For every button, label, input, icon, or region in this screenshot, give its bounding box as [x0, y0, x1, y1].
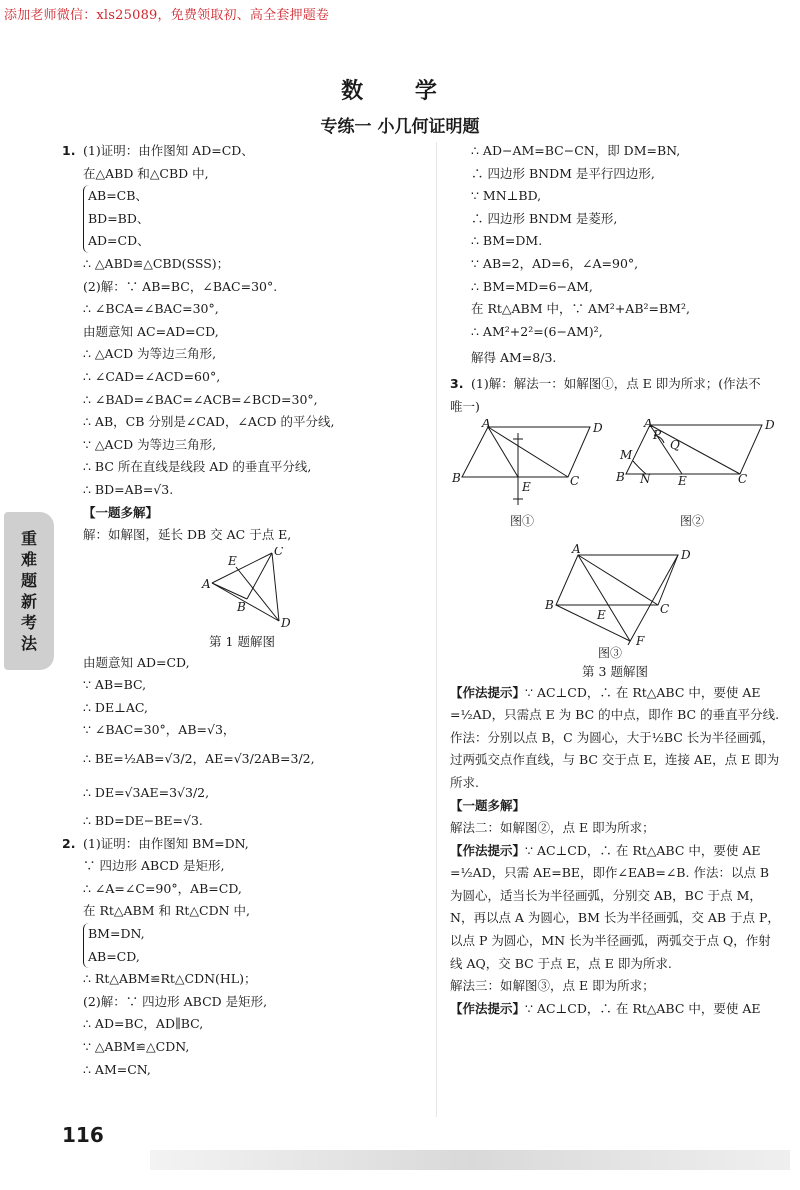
text-line: 唯一): [450, 398, 480, 414]
text-line: AB=CB、: [88, 188, 148, 204]
tip-text: ∵ AC⊥CD，∴ 在 Rt△ABC 中，要使 AE =½AD，只需 AE=BE，即作∠EAB=∠B. 作法：以点 B 为圆心，适当长为半径画弧，分别交 AB，BC 于点 M，N，再以点 A 为圆心，BM 长为半径画弧，交 AB 于点 P，以点 P 为圆心，MN 长为半径画弧，两弧交于点 Q，作射线 AQ，交 BC 于点 E，点 E 即为所求.: [450, 842, 780, 971]
text-line: AD=CD、: [88, 233, 150, 249]
fig1-label-C: C: [570, 473, 580, 488]
text-line: ∴ DE=√3AE=3√3/2,: [83, 785, 210, 801]
footer-bar: [150, 1150, 790, 1170]
page-number: 116: [62, 1123, 104, 1147]
text-line: 在△ABD 和△CBD 中,: [83, 165, 209, 181]
text-line: ∴ ∠BAD=∠BAC=∠ACB=∠BCD=30°,: [83, 391, 318, 407]
tip-label: 【作法提示】: [450, 842, 526, 858]
text-line: ∴ AD−AM=BC−CN，即 DM=BN,: [471, 143, 681, 158]
label-E: E: [228, 553, 237, 568]
fig1-label-B: B: [452, 470, 461, 485]
fig1-label-A: A: [482, 418, 491, 430]
side-tab-label: 重难题新考法: [20, 529, 37, 653]
figure-1-caption: 图①: [510, 513, 535, 528]
brace-group: [83, 185, 422, 253]
text-line: ∴ 四边形 BNDM 是平行四边形,: [471, 165, 655, 181]
text-line: ∴ AM=CN,: [83, 1061, 151, 1077]
figure-caption: 第 3 题解图: [582, 663, 648, 679]
question-number: 1.: [62, 143, 76, 158]
text-line: ∴ ∠BCA=∠BAC=30°,: [83, 301, 219, 317]
text-line: ∴ ∠CAD=∠ACD=60°,: [83, 368, 221, 384]
text-line: 解：如解图，延长 DB 交 AC 于点 E,: [83, 527, 292, 543]
fig3-label-F: F: [636, 633, 645, 648]
question-number: 2.: [62, 835, 76, 851]
text-line: ∴ DE⊥AC,: [83, 699, 148, 715]
text-line: ∴ AB，CB 分别是∠CAD，∠ACD 的平分线,: [83, 414, 335, 430]
figure-2-caption: 图②: [680, 513, 705, 528]
text-line: ∴ BD=DE−BE=√3.: [83, 813, 203, 829]
fig1-label-E: E: [522, 479, 531, 494]
text-line: ∵ AB=BC,: [83, 677, 147, 693]
text-line: ∵ MN⊥BD,: [471, 188, 542, 204]
label-B: B: [237, 599, 246, 614]
text-line: 解法二：如解图②，点 E 即为所求；: [450, 820, 655, 836]
parallelogram-diagrams: [450, 419, 780, 659]
text-line: BM=DN,: [88, 926, 145, 942]
text-line: ∴ BM=MD=6−AM,: [471, 278, 593, 294]
fig2-label-P: P: [653, 427, 662, 442]
fig2-label-A: A: [644, 418, 653, 430]
fig2-label-N: N: [640, 471, 651, 486]
text-line: ∵ △ABM≌△CDN,: [83, 1039, 190, 1054]
text-line: ∵ ∠BAC=30°，AB=√3，: [83, 722, 236, 738]
text-line: 由题意知 AC=AD=CD,: [83, 323, 219, 339]
text-line: (1)证明：由作图知 BM=DN,: [83, 835, 249, 851]
text-line: BD=BD、: [88, 210, 150, 226]
watermark: 添加老师微信：xls25089，免费领取初、高全套押题卷: [4, 8, 330, 23]
fig2-label-C: C: [738, 471, 748, 486]
tip-text: ∵ AC⊥CD，∴ 在 Rt△ABC 中，要使 AE: [525, 1000, 761, 1016]
left-column: [62, 140, 422, 1081]
fig2-label-B: B: [616, 469, 625, 484]
right-column: [450, 140, 780, 1020]
label-A: A: [202, 576, 211, 591]
text-line: ∴ △ABD≌△CBD(SSS)；: [83, 255, 230, 271]
text-line: 在 Rt△ABM 中，∵ AM²+AB²=BM²,: [471, 301, 690, 317]
fig2-label-Q: Q: [670, 437, 680, 452]
tip-label: 【作法提示】: [450, 1000, 526, 1016]
construction-tip-1: [450, 682, 780, 795]
multi-solution-label: 【一题多解】: [450, 797, 526, 813]
fig3-label-C: C: [660, 601, 670, 616]
figure-q1: [62, 547, 422, 652]
fig2-label-M: M: [620, 447, 633, 462]
figure-1: [451, 419, 603, 505]
text-line: AB=CD,: [88, 948, 140, 964]
text-line: ∵ △ACD 为等边三角形,: [83, 436, 217, 452]
text-line: ∴ AM²+2²=(6−AM)²,: [471, 323, 603, 339]
text-line: ∴ 四边形 BNDM 是菱形,: [471, 210, 618, 226]
label-D: D: [281, 615, 291, 629]
text-line: ∴ BM=DM.: [471, 233, 543, 249]
figure-3: [544, 542, 691, 648]
text-line: ∴ BE=½AB=√3/2，AE=√3/2AB=3/2,: [83, 751, 315, 767]
text-line: 解法三：如解图③，点 E 即为所求；: [450, 978, 655, 994]
figure-q3: [450, 419, 780, 682]
multi-solution-label: 【一题多解】: [83, 504, 159, 520]
text-line: ∴ AD=BC，AD∥BC,: [83, 1016, 204, 1032]
text-line: ∴ ∠A=∠C=90°，AB=CD,: [83, 880, 242, 896]
fig2-label-E: E: [678, 473, 687, 488]
text-line: ∴ △ACD 为等边三角形,: [83, 346, 217, 362]
text-line: (2)解：∵ AB=BC，∠BAC=30°.: [83, 278, 278, 294]
question-number: 3.: [450, 376, 464, 392]
figure-3-caption: 图③: [598, 645, 623, 659]
text-line: ∵ 四边形 ABCD 是矩形,: [83, 858, 225, 874]
section-title: 专练一 小几何证明题: [320, 117, 480, 137]
text-line: 在 Rt△ABM 和 Rt△CDN 中,: [83, 903, 250, 919]
text-line: ∴ Rt△ABM≌Rt△CDN(HL)；: [83, 971, 257, 987]
fig3-label-A: A: [572, 541, 581, 556]
text-line: (1)解：解法一：如解图①，点 E 即为所求；(作法不: [471, 376, 761, 392]
construction-tip-3: [450, 998, 780, 1021]
figure-2: [615, 419, 775, 488]
text-line: (2)解：∵ 四边形 ABCD 是矩形,: [83, 993, 268, 1009]
fig3-label-E: E: [597, 607, 606, 622]
text-line: ∴ BD=AB=√3.: [83, 481, 174, 497]
fig1-label-D: D: [593, 420, 603, 435]
tip-text: ∵ AC⊥CD，∴ 在 Rt△ABC 中，要使 AE =½AD，只需点 E 为 BC 的中点，即作 BC 的垂直平分线. 作法：分别以点 B，C 为圆心，大于½BC 长为半径画弧，过两弧交点作直线，与 BC 交于点 E，连接 AE，点 E 即为所求.: [450, 684, 780, 790]
text-line: (1)证明：由作图知 AD=CD、: [83, 143, 254, 158]
fig3-label-B: B: [545, 597, 554, 612]
column-divider: [436, 142, 437, 1117]
construction-tip-2: [450, 840, 780, 976]
triangle-diagram: [62, 547, 422, 629]
figure-caption: 第 1 题解图: [209, 633, 275, 649]
text-line: ∵ AB=2，AD=6，∠A=90°,: [471, 255, 639, 271]
brace-group: [83, 923, 422, 968]
fig3-label-D: D: [681, 547, 691, 562]
tip-label: 【作法提示】: [450, 684, 526, 700]
label-C: C: [274, 546, 284, 558]
page-title: 数 学: [341, 78, 459, 104]
text-line: ∴ BC 所在直线是线段 AD 的垂直平分线,: [83, 459, 312, 475]
text-line: 由题意知 AD=CD,: [83, 654, 190, 670]
text-line: 解得 AM=8/3.: [471, 350, 557, 366]
fig2-label-D: D: [765, 418, 775, 432]
